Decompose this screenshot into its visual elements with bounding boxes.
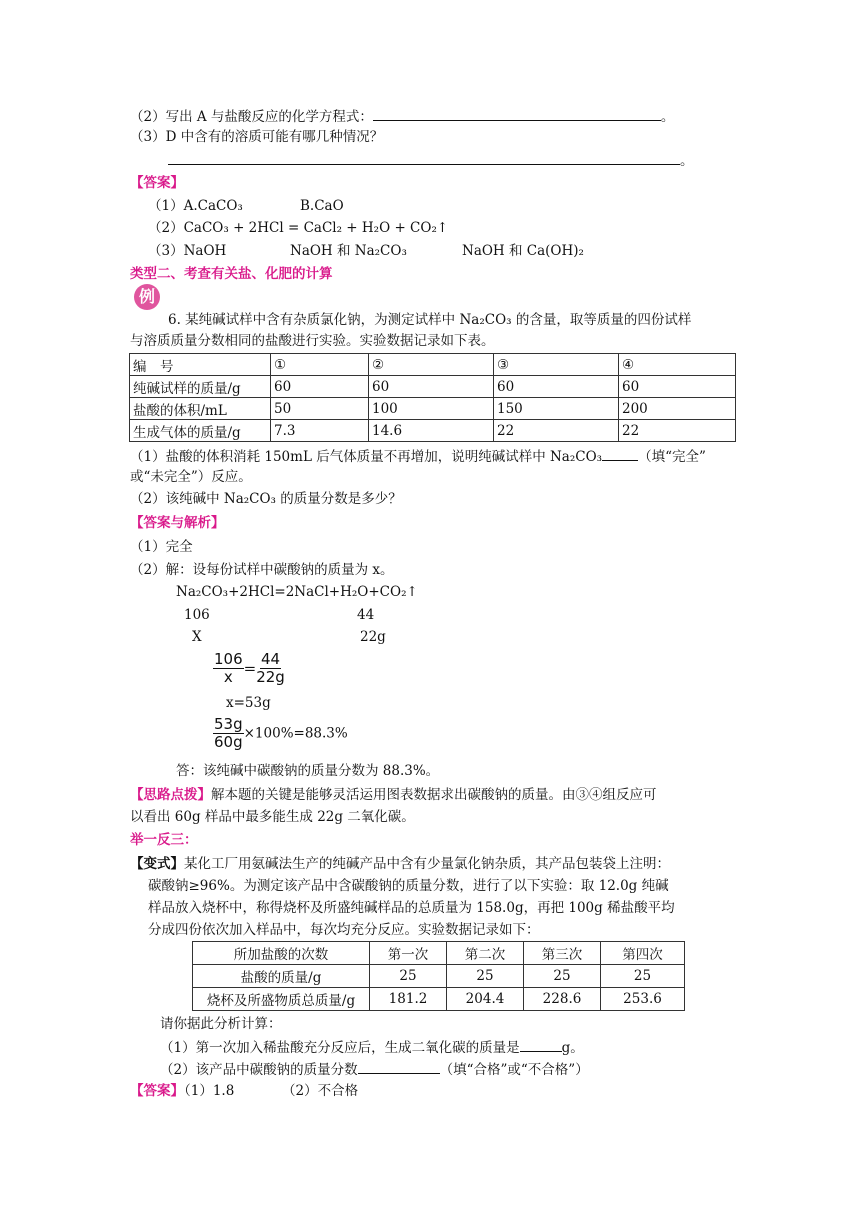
table-cell: 第三次 — [524, 942, 601, 965]
answer-analysis-label: 【答案与解析】 — [130, 515, 225, 531]
table-cell: 22 — [494, 420, 619, 442]
sub-question-1-cont: 或“未完全”）反应。 — [130, 469, 252, 485]
calc-question-1: （1）第一次加入稀盐酸充分反应后，生成二氧化碳的质量是 g。 — [160, 1037, 584, 1057]
fraction: $\frac{44}{22g}$ — [256, 650, 285, 686]
section-title: 类型二、考查有关盐、化肥的计算 — [130, 266, 333, 282]
table-row — [130, 398, 736, 420]
table-cell: 60 — [369, 376, 494, 398]
answer-2-line-2: （2）解：设每份试样中碳酸钠的质量为 x。 — [130, 562, 394, 578]
answer-blank — [358, 1059, 440, 1074]
known-mass: 22g — [360, 629, 386, 645]
final-answer: 【答案】（1）1.8 （2）不合格 — [130, 1083, 359, 1099]
table-cell: 25 — [370, 965, 447, 988]
fraction: $\frac{106}{x}$ — [214, 650, 243, 686]
answer-2-line-1: （1）完全 — [130, 539, 193, 555]
table-cell: 150 — [494, 398, 619, 420]
fraction: $\frac{53g}{60g}$ — [214, 715, 243, 751]
percentage-calculation: $\frac{53g}{60g}$ ×100%=88.3% — [214, 715, 348, 751]
hint-line-1: 【思路点拨】解本题的关键是能够灵活运用图表数据求出碳酸钠的质量。由③④组反应可 — [130, 787, 657, 803]
table-cell: 纯碱试样的质量/g — [130, 376, 271, 398]
table-cell: 烧杯及所盛物质总质量/g — [193, 988, 370, 1011]
table-cell: 60 — [494, 376, 619, 398]
table-cell: 50 — [271, 398, 369, 420]
practice-title: 举一反三： — [130, 832, 198, 848]
calc-intro: 请你据此分析计算： — [160, 1016, 282, 1032]
proportion-equation: $\frac{106}{x}$ = $\frac{44}{22g}$ — [214, 650, 285, 686]
variant-line-4: 分成四份依次加入样品中，每次均充分反应。实验数据记录如下： — [148, 922, 540, 938]
table-header-row — [130, 354, 736, 376]
table-cell: 253.6 — [601, 988, 685, 1011]
variant-line-1: 【变式】某化工厂用氨碱法生产的纯碱产品中含有少量氯化钠杂质，其产品包装袋上注明： — [130, 856, 670, 872]
table-cell: 200 — [619, 398, 736, 420]
calc-question-2: （2）该产品中碳酸钠的质量分数 （填“合格”或“不合格”） — [160, 1059, 589, 1079]
table-cell: 盐酸的体积/mL — [130, 398, 271, 420]
table-cell: 所加盐酸的次数 — [193, 942, 370, 965]
answer-blank — [373, 106, 661, 121]
example-icon: 例 — [134, 284, 160, 310]
table-cell: 生成气体的质量/g — [130, 420, 271, 442]
problem-6-line-2: 与溶质质量分数相同的盐酸进行实验。实验数据记录如下表。 — [130, 333, 495, 349]
hint-line-2: 以看出 60g 样品中最多能生成 22g 二氧化碳。 — [130, 809, 415, 825]
conclusion: 答：该纯碱中碳酸钠的质量分数为 88.3%。 — [176, 763, 440, 779]
data-table-1 — [129, 353, 736, 442]
table-header-row — [193, 942, 685, 965]
question-3: （3）D 中含有的溶质可能有哪几种情况？ — [130, 129, 384, 145]
table-cell: 7.3 — [271, 420, 369, 442]
table-cell: ③ — [494, 354, 619, 376]
answer-line-3: （3）NaOH NaOH 和 Na₂CO₃ NaOH 和 Ca(OH)₂ — [148, 243, 584, 259]
answer-blank — [602, 446, 638, 461]
problem-6-line-1: 6. 某纯碱试样中含有杂质氯化钠，为测定试样中 Na₂CO₃ 的含量，取等质量的四份试样 — [168, 312, 692, 328]
answer-blank — [520, 1037, 562, 1052]
table-row — [130, 376, 736, 398]
table-cell: ① — [271, 354, 369, 376]
table-row — [193, 988, 685, 1011]
molar-mass-1: 106 — [184, 607, 210, 623]
table-cell: 22 — [619, 420, 736, 442]
answer-label: 【答案】 — [130, 175, 184, 191]
variant-line-2: 碳酸钠≥96%。为测定该产品中含碳酸钠的质量分数，进行了以下实验：取 12.0g 纯碱 — [148, 878, 669, 894]
table-cell: 60 — [271, 376, 369, 398]
data-table-2 — [192, 941, 685, 1011]
table-cell: ④ — [619, 354, 736, 376]
table-cell: 第二次 — [447, 942, 524, 965]
variant-line-3: 样品放入烧杯中，称得烧杯及所盛纯碱样品的总质量为 158.0g，再把 100g 稀盐酸平均 — [148, 900, 675, 916]
table-row — [130, 420, 736, 442]
sub-question-2: （2）该纯碱中 Na₂CO₃ 的质量分数是多少？ — [130, 491, 402, 507]
question-3-blank-line: 。 — [168, 150, 694, 170]
answer-blank — [168, 150, 680, 165]
unknown-x: X — [192, 629, 202, 645]
table-cell: ② — [369, 354, 494, 376]
table-cell: 25 — [447, 965, 524, 988]
table-cell: 第四次 — [601, 942, 685, 965]
sub-question-1: （1）盐酸的体积消耗 150mL 后气体质量不再增加，说明纯碱试样中 Na₂CO₃ （填“完全” — [130, 446, 706, 466]
table-cell: 25 — [601, 965, 685, 988]
table-cell: 14.6 — [369, 420, 494, 442]
table-cell: 228.6 — [524, 988, 601, 1011]
table-cell: 25 — [524, 965, 601, 988]
table-cell: 204.4 — [447, 988, 524, 1011]
table-cell: 60 — [619, 376, 736, 398]
molar-mass-2: 44 — [357, 607, 375, 623]
table-cell: 181.2 — [370, 988, 447, 1011]
question-2: （2）写出 A 与盐酸反应的化学方程式： 。 — [130, 106, 674, 126]
table-cell: 盐酸的质量/g — [193, 965, 370, 988]
answer-line-1: （1）A.CaCO₃ B.CaO — [148, 198, 344, 214]
table-cell: 第一次 — [370, 942, 447, 965]
chemical-equation: Na₂CO₃+2HCl=2NaCl+H₂O+CO₂↑ — [176, 584, 418, 600]
table-row — [193, 965, 685, 988]
x-result: x=53g — [226, 695, 271, 711]
table-cell: 编 号 — [130, 354, 271, 376]
answer-line-2: （2）CaCO₃ + 2HCl = CaCl₂ + H₂O + CO₂↑ — [148, 220, 449, 236]
table-cell: 100 — [369, 398, 494, 420]
